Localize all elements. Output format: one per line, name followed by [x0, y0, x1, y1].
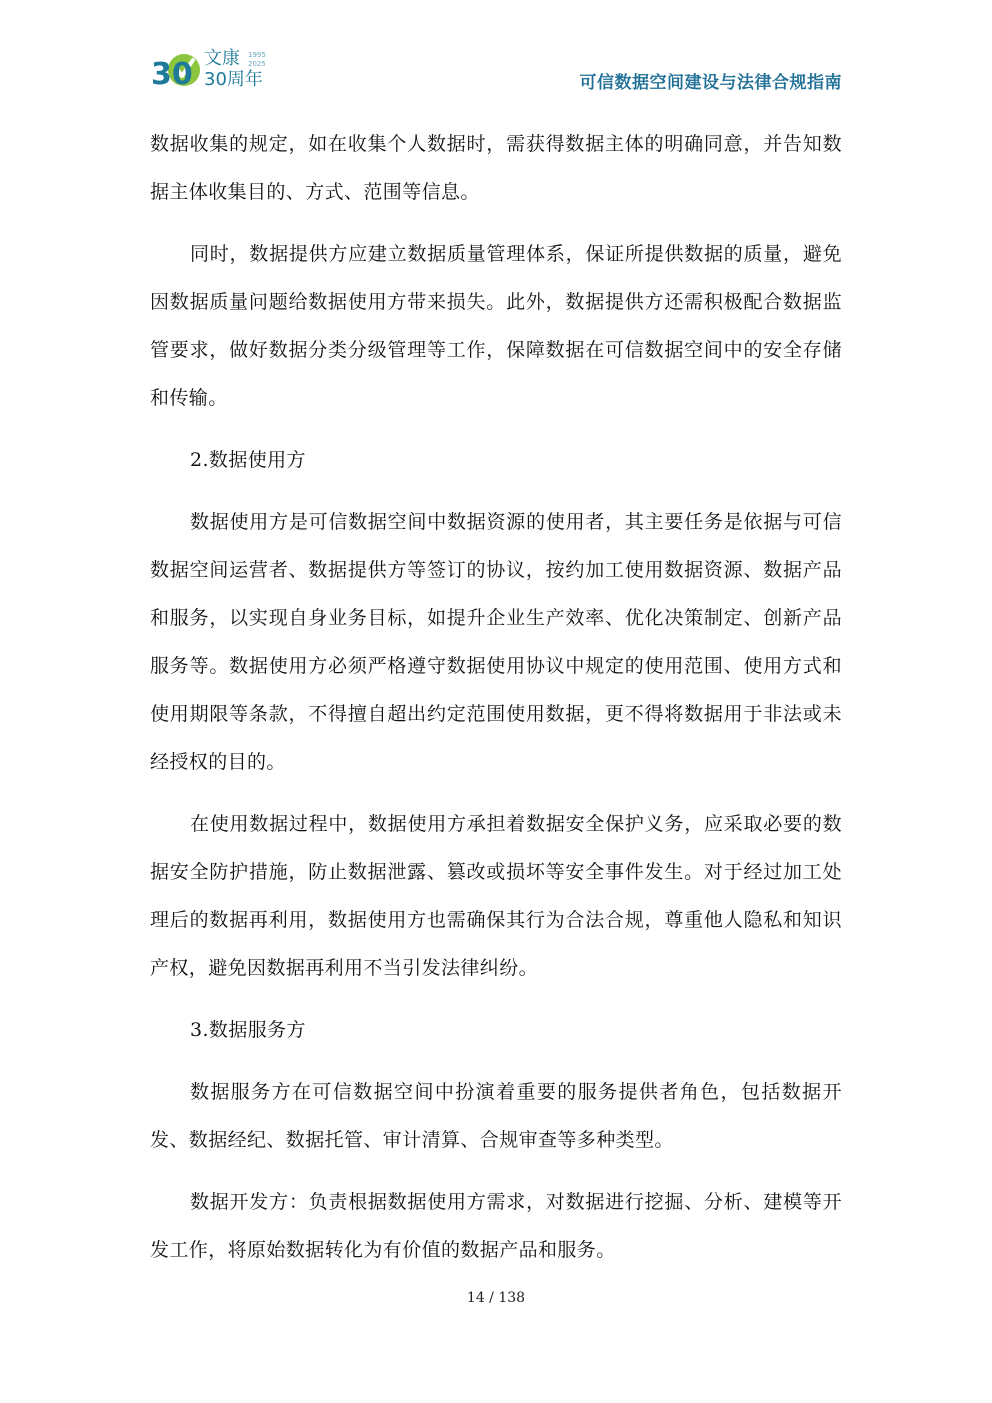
logo-years [248, 51, 266, 69]
logo-line2: 30周年 [204, 69, 263, 90]
page-body [150, 120, 842, 1288]
paragraph: 数据收集的规定，如在收集个人数据时，需获得数据主体的明确同意，并告知数据主体收集目的、方式、范围等信息。 [150, 133, 842, 203]
logo-year-start: 1995 [248, 51, 266, 59]
document-title: 可信数据空间建设与法律合规指南 [579, 73, 842, 93]
page-header [150, 42, 842, 98]
paragraph: 数据服务方在可信数据空间中扮演着重要的服务提供者角色，包括数据开发、数据经纪、数据托管、审计清算、合规审查等多种类型。 [150, 1081, 842, 1151]
company-logo [150, 42, 280, 98]
paragraph: 同时，数据提供方应建立数据质量管理体系，保证所提供数据的质量，避免因数据质量问题给数据使用方带来损失。此外，数据提供方还需积极配合数据监管要求，做好数据分类分级管理等工作，保障数据在可信数据空间中的安全存储和传输。 [150, 243, 842, 409]
logo-year-end: 2025 [248, 60, 266, 68]
logo-badge-text: 30 [151, 57, 193, 92]
page-number: 14 / 138 [466, 1290, 526, 1306]
anniversary-logo-icon [150, 46, 206, 94]
paragraph: 数据开发方：负责根据数据使用方需求，对数据进行挖掘、分析、建模等开发工作，将原始数据转化为有价值的数据产品和服务。 [150, 1191, 842, 1261]
logo-line1: 文康 [204, 48, 240, 69]
section-heading: 3.数据服务方 [190, 1019, 306, 1041]
section-heading: 2.数据使用方 [190, 449, 306, 471]
paragraph: 数据使用方是可信数据空间中数据资源的使用者，其主要任务是依据与可信数据空间运营者、数据提供方等签订的协议，按约加工使用数据资源、数据产品和服务，以实现自身业务目标，如提升企业生产效率、优化决策制定、创新产品服务等。数据使用方必须严格遵守数据使用协议中规定的使用范围、使用方式和使用期限等条款，不得擅自超出约定范围使用数据，更不得将数据用于非法或未经授权的目的。 [150, 511, 842, 773]
paragraph: 在使用数据过程中，数据使用方承担着数据安全保护义务，应采取必要的数据安全防护措施，防止数据泄露、篡改或损坏等安全事件发生。对于经过加工处理后的数据再利用，数据使用方也需确保其行为合法合规，尊重他人隐私和知识产权，避免因数据再利用不当引发法律纠纷。 [150, 813, 842, 979]
